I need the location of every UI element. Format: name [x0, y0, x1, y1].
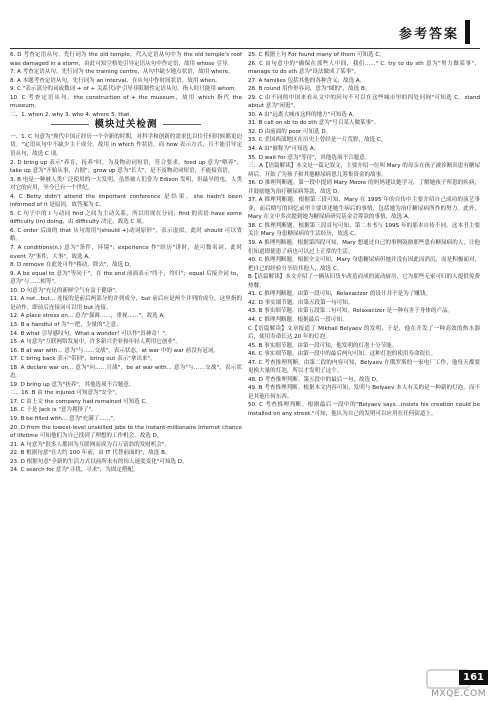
answer-item: 3. B 电是一种被人类广泛使用的一大发明，虽然被人们誉为 Edison 发明，但最早的电，人类对它的应用，至今已有一个世纪。 — [10, 176, 242, 192]
answer-item: 47. C 考查推理判断。由第二段的内容可知，Belyaev 在俄罗斯的一家电厂工作，他每天都要更换大量的灯泡，所以才发明了这个。 — [248, 359, 480, 375]
answer-item: 23. D 根据句意"全新的生活方式以前所未有的惊人速度变化"可知选 D。 — [10, 458, 188, 465]
answer-item: 26. C 由句意中的"确保在那些人中间，我们......" C. try to do sth 意为"努力做某事"，manage to do sth 意为"设法做成了某事"。 — [248, 60, 480, 76]
answer-item: 10. D 句意为"充足的新鲜空气有益于健康"。 — [10, 287, 121, 294]
answer-item: 36. D 推理判断题。第一段中提到 Mary Moore 的妈妈建议她学习，了解她孩子所患的疾病，并鼓励她为治疗糖尿病筹款，故选 D。 — [248, 180, 480, 195]
answer-item: 50. C 考查推理判断。根据最后一段中的"Belyaev says...insists his creation could be installed on any street."可知，他认为自己的发明可以应用在任何街道上。 — [248, 402, 480, 417]
answer-item: 29. C 由不同的中国来看从文中的问句不可以在这些城市里的四处问询"可知选 C。stand about 意为"闲逛"。 — [248, 94, 480, 110]
answer-item: 7. A conditions(n.) 意为"条件，环境"；experience 作"经历"讲时，是可数名词，此时 event 为"事件，大事"，故选 A。 — [10, 245, 242, 260]
answer-item: 35. D wait for 意为"等待"，其他选项不合题意。 — [248, 154, 371, 161]
answer-item: 21. A 句意为"很多人都因为互联网而成为百万富翁的发财机会"。 — [10, 441, 170, 448]
answer-item: 8. D remove 在此处可作"移动，除去"，故选 D。 — [10, 262, 135, 269]
answer-item: 31. B call on sb to do sth 意为"号召某人做某事"。 — [248, 120, 380, 127]
answer-item: 46. C 事实细节题。由第一段中的最后两句可知，这种灯泡的使用寿命很长。 — [248, 351, 437, 358]
answer-item: 38. C 推理判断题。根据第三段首句可知，第二本书与 1995 年的那本自传不同，这本书主要关注 Mary 身患糖尿病的生活经历，故选 C。 — [248, 222, 480, 238]
answer-item: 27. A families 包括其他的各种含义，故选 A。 — [248, 77, 366, 84]
answer-item: 32. D 由前面的 poor 可知选 D。 — [248, 128, 332, 135]
answer-item: 20. D from the lowest-level unskilled jobs to the instant-millionaire Internet chance of lifetime 可知他们为自己找到了理想的工作机会，故选 D。 — [10, 424, 242, 440]
answer-item: 43. B 事实细节题。由第五段第二句可知，Relaxacizer 是一种有害于身体的产品。 — [248, 308, 454, 315]
watermark-text: MXQE.COM — [431, 689, 486, 699]
header-rule — [10, 48, 480, 49]
answer-item: 6. D 考查定语从句。先行词为 the old temple，代入定语从句中为 the old temple's roof was damaged in a storm，由此可知空格处引导定语从句中作定语，故用 whose 引导。 — [10, 52, 242, 67]
answer-item: 18. C 于是 Jack is "意为拥挤了"。 — [10, 407, 97, 414]
answer-item: 19. D bring up 意为"抚养"，其他选项不合题意。 — [10, 381, 135, 388]
passage-summary: B【语篇解读】本文介绍了一辆从旧货车改造而成的流动厨房，它为那些无家可归的人提供免费热餐。 — [248, 274, 480, 289]
answer-item: 41. C 推理判断题。由第一段可知，Relaxacizer 的设计并不是为了赚钱。 — [248, 291, 431, 298]
page-header — [399, 20, 470, 44]
answer-item: 8. A 本题考查定语从句。先行词为 an interval，在从句中作时间状语，故用 when。 — [10, 77, 221, 84]
answer-item: 33. C 美国西部地区在历史上曾经是一片荒野，故选 C。 — [248, 137, 387, 144]
answer-item: 15. A 句意为"互联网络发展中，许多新兴企业和年轻人利用它创业"。 — [10, 339, 182, 346]
passage-summary: C【语篇解读】文章报道了 Mikhail Belyaev 的发明，于是，他在开发了一种高效的热水器后，使用寿命长达 20 年的灯泡。 — [248, 325, 480, 341]
section-deco-left — [51, 124, 89, 125]
answer-item: 18. A declare war on... 意为"向……宣战"，be at war with... 意为"与……交战"，表示状态。 — [10, 364, 242, 380]
answer-item: 4. C Betty didn't attend the important conference 是结果，she hadn't been informed of it 是原因，故答案为 C。 — [10, 193, 242, 209]
answer-item: 9. C "表示部分的词或数词 + of + 关系代词"引导非限制性定语从句，指人时只能用 whom。 — [10, 86, 241, 93]
section-title-text: 模块过关检测 — [94, 119, 158, 131]
answer-item: 7. A 考查定语从句。先行词为 the training centre，从句中缺少地点状语，故用 where。 — [10, 69, 234, 76]
answer-item: 39. A 推理判断题。根据第四段可知，Mary 想通过自己的事例鼓励那些患有糖尿病的人，让他们知道即使患了病也可以过上正常的生活。 — [248, 240, 480, 255]
answer-item: 48. D 考查推理判断。第五段中的最后一句，故选 D。 — [248, 376, 382, 383]
answer-item: 17. C 由上文 the company had remained 可知选 C。 — [10, 398, 151, 405]
answer-item: 42. D 事实细节题。由第五段第一句可知。 — [248, 299, 354, 306]
answer-item: 13. B a handful of 为"一把，少量的"之意。 — [10, 321, 122, 328]
answer-item: 2. D bring up 表示"养育，抚养"时，为及物动词短语，符合要求。feed up 意为"喂养"；take up 意为"开始从事，占据"；grow up 意为"长大"，是不及物动词短语，不能接宾语。 — [10, 159, 242, 175]
answer-item: 11. A not...but... 连接的是前后两部分的并列成分，but 前后应是两个并列的成分，这里指的是动作，即前后连接词可以用 but 连接。 — [10, 296, 242, 311]
answer-item: 40. C 推理判断题。根据全文可知，Mary 身患糖尿病但她并没有因此而消沉，而是积极面对，把自己的经验分享给其他人，故选 C。 — [248, 257, 480, 272]
answer-item: 34. A 由"被称为"可知选 A。 — [248, 146, 320, 153]
answer-item: 二、16. B 由 the injured 可知意为"安全"。 — [10, 390, 121, 397]
answer-item: 5. C 句子中的 I 与动词 find 之间为主动关系，所以用现在分词；find 的宾语 have some difficulty (in) doing，由 difficulty 决定，故选 C 项。 — [10, 210, 242, 226]
answer-item: 12. A place stress on... 意为"强调……，重视……"，故选 A。 — [10, 313, 169, 320]
answer-item: 16. B at war with... 意为"与……交战"，表示状态，at war 中的 war 前没有冠词。 — [10, 347, 219, 354]
answer-item: 37. A 推理判断题。根据第三段可知，Mary 在 1995 年的自传中主要介绍自己成功的演艺事业，而后期写的回忆录里主要讲述她生病后的事情，包括她为治疗糖尿病所作的努力。此外，Mary 在文中多次提到她为糖尿病研究基金会筹款的事情，故选 A。 — [248, 197, 480, 221]
answer-item: 44. C 推理判断题。根据最后一段可知。 — [248, 316, 348, 323]
answer-item: 22. B 根据句意"在大约 100 年前，由 IT 代替前面的"，故选 B。 — [10, 450, 171, 457]
answer-item: 10. C 考查定语从句。the construction of + the museum，故用 which 指代 the museum。 — [10, 94, 242, 110]
answer-item: 45. B 事实细节题。由第一段可知，他发明的灯泡十分节能。 — [248, 342, 398, 349]
answer-item: 19. B be filled with... 意为"充满了……"。 — [10, 415, 119, 422]
answer-item: 17. C bring back 表示"带回"，bring out 表示"拿出来"。 — [10, 356, 156, 363]
answer-item: 9. A be equal to 意为"等同于"，在 the end 前面表示"终于，终归"；equal 后接介词 to，意为"与……相等"。 — [10, 270, 242, 286]
answer-item: 6. C order 后面的 that 从句需用"(should +)动词原形"，表示虚拟，此时 should 可以省略。 — [10, 227, 242, 243]
answer-item: 28. B round 用作形容词，意为"圆的"，故选 B。 — [248, 86, 371, 93]
answer-item: 24. C search for 意为"寻找，寻求"，为固定搭配。 — [10, 467, 139, 474]
header-bar — [465, 20, 470, 44]
right-column — [248, 51, 480, 419]
answer-item: 49. B 考查推理判断。根据本文内容可知，发明与 Belyaev 本人有关的是一种新的灯泡，而不是其他任何东西。 — [248, 385, 480, 400]
passage-summary: 三、A【语篇解读】本文是一篇记叙文，主要介绍一位叫 Mary 的母亲在孩子被诊断出患有糖尿病后，开始了为孩子和其他糖尿病患儿筹集资金的故事。 — [248, 163, 480, 178]
answer-item: 二、1. when 2. why 3. who 4. where 5. that — [10, 111, 130, 118]
left-column — [10, 51, 242, 475]
page-number: 161 — [459, 670, 488, 685]
answer-item: 25. C 根据上句 For found many of them 可知选 C。 — [248, 52, 385, 58]
header-title: 参考答案 — [398, 26, 459, 42]
answer-item: 30. A 由"远离大城市这样的地方"可知选 A。 — [248, 111, 359, 118]
answer-item: 14. B what 引导感叹句，What a wonder! 可以作"真神奇！"。 — [10, 330, 171, 337]
section-deco-right — [163, 124, 201, 125]
section-title — [10, 121, 242, 130]
answer-item: 一、1. C 句意为"现代中国正经历一个全新的时期，对科学和创新的需求比以往任何时候都更迫切。"定语从句中不缺少主干成分，故用 in which 作状语，而 how 表示方式，且不能引导定语从句，故选 C 项。 — [10, 133, 242, 158]
